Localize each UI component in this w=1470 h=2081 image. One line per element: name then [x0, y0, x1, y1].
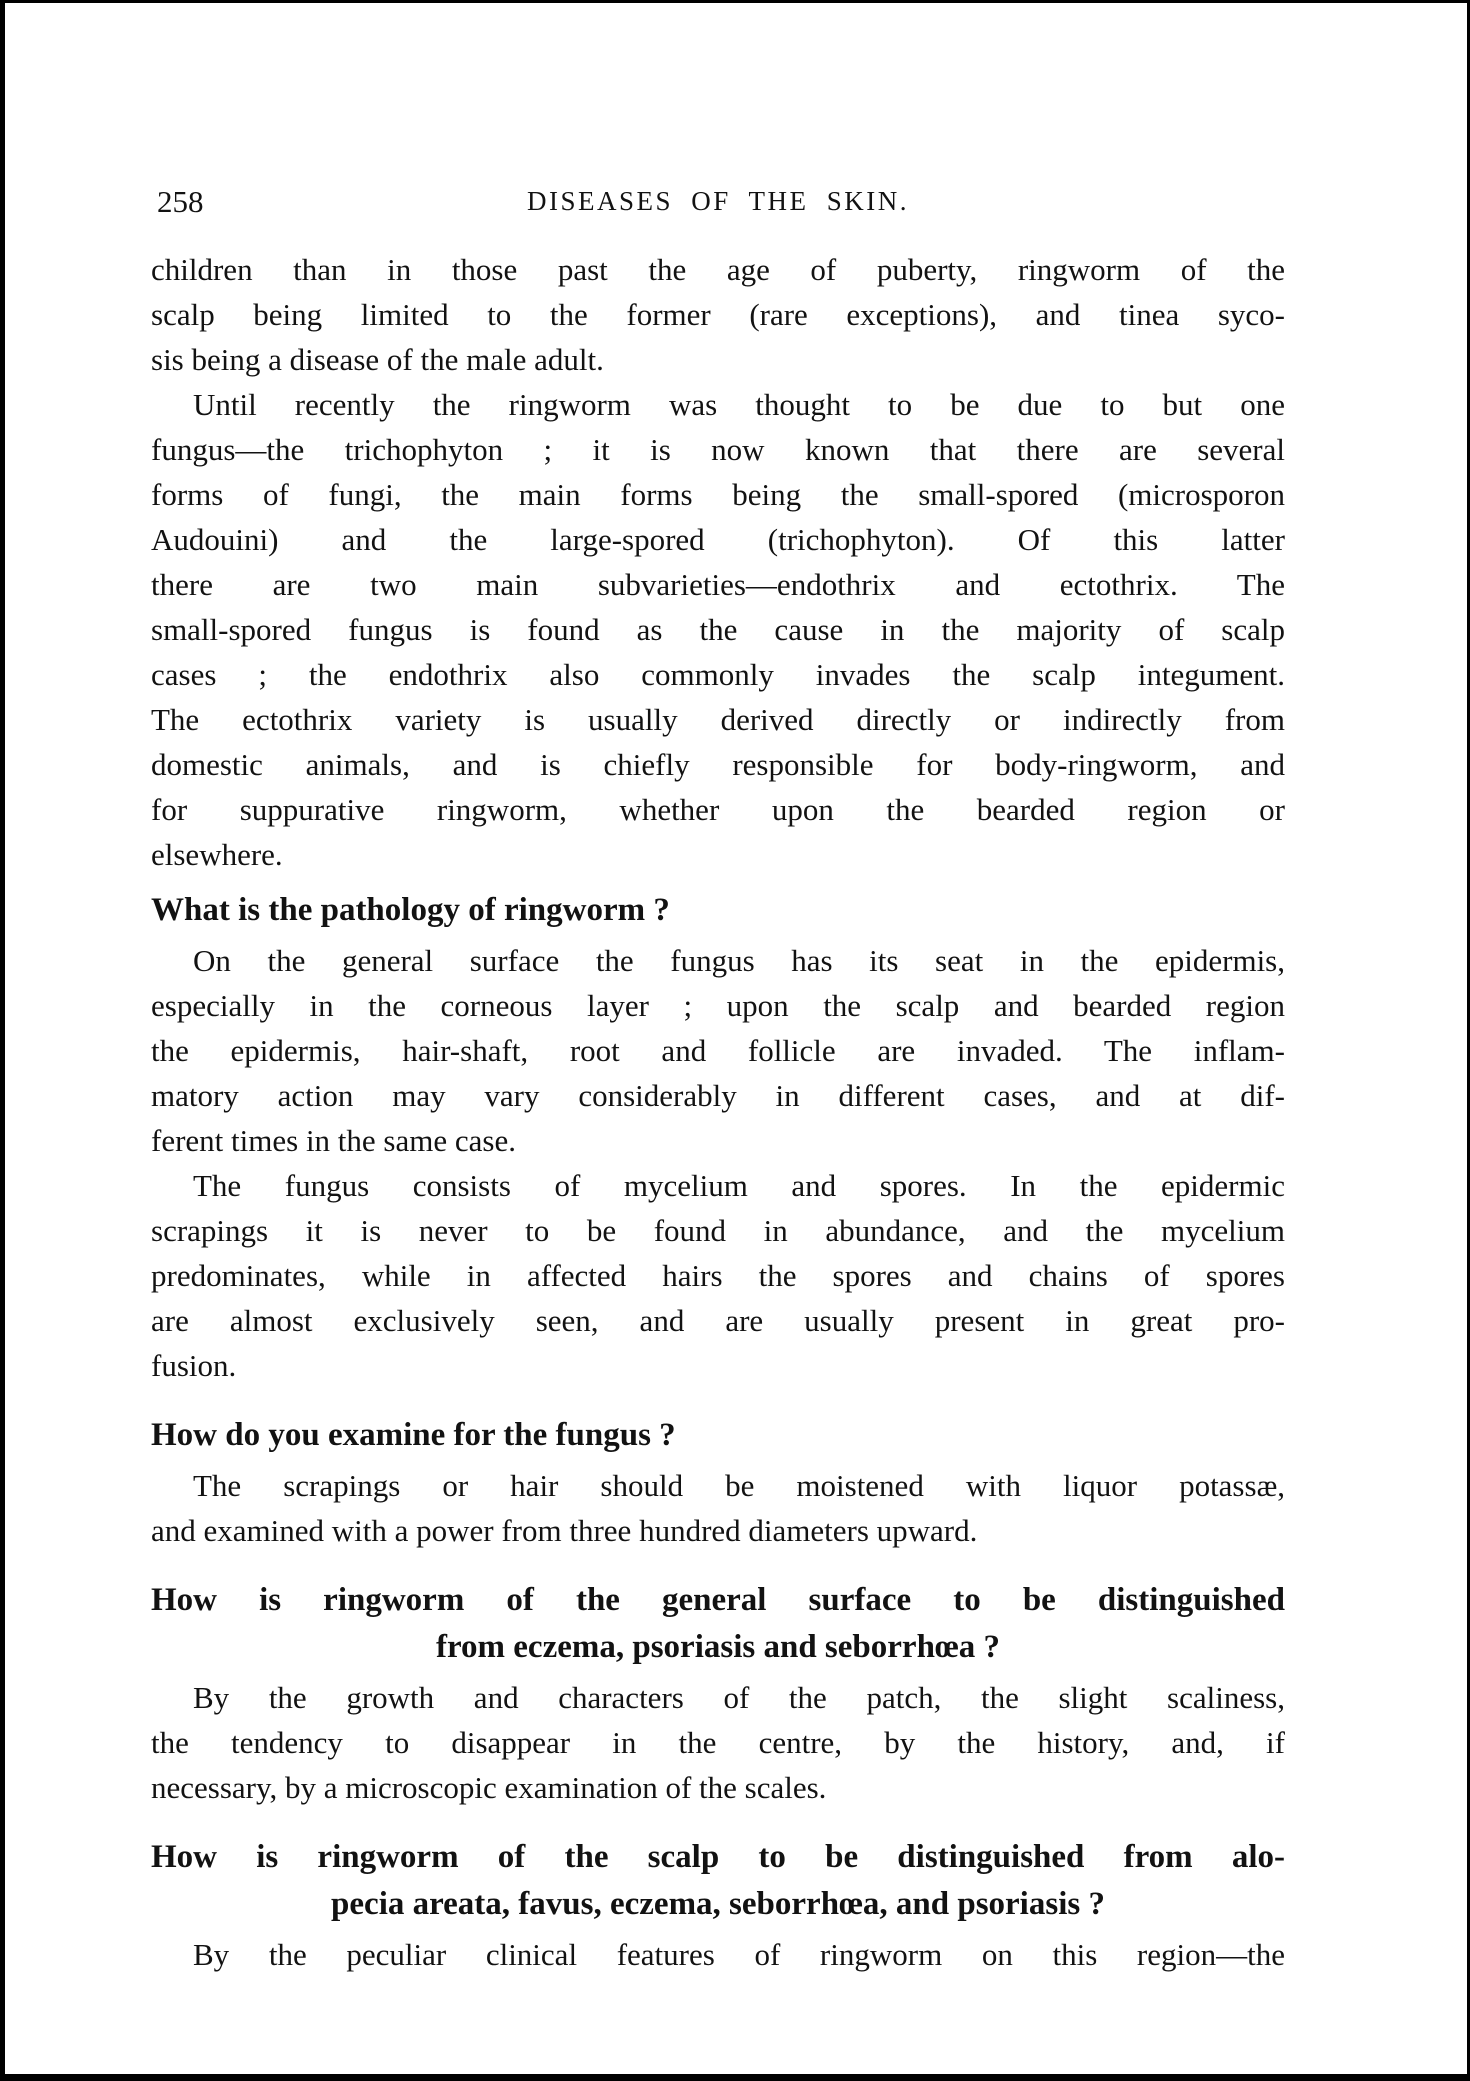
question-heading	[151, 1412, 1285, 1459]
running-title: DISEASES OF THE SKIN.	[526, 186, 910, 216]
text-line: scalp being limited to the former (rare exceptions), and tinea syco-	[151, 297, 1285, 332]
text-line: predominates, while in affected hairs the spores and chains of spores	[151, 1258, 1285, 1293]
text-line: By the growth and characters of the patch, the slight scaliness,	[193, 1680, 1285, 1715]
text-line: The fungus consists of mycelium and spores. In the epidermic	[193, 1168, 1285, 1203]
text-line: the epidermis, hair-shaft, root and follicle are invaded. The inflam-	[151, 1033, 1285, 1068]
text-line: The ectothrix variety is usually derived directly or indirectly from	[151, 702, 1285, 737]
text-line: On the general surface the fungus has its seat in the epidermis,	[193, 943, 1285, 978]
text-line: cases ; the endothrix also commonly invades the scalp integument.	[151, 657, 1285, 692]
paragraph	[151, 938, 1285, 1163]
question-heading	[151, 1577, 1285, 1671]
text-line: The scrapings or hair should be moistened with liquor potassæ,	[193, 1468, 1285, 1503]
text-line: fungus—the trichophyton ; it is now known that there are several	[151, 432, 1285, 467]
text-line: Audouini) and the large-spored (trichophyton). Of this latter	[151, 522, 1285, 557]
heading-line: from eczema, psoriasis and seborrhœa ?	[436, 1629, 1000, 1665]
text-line: children than in those past the age of puberty, ringworm of the	[151, 252, 1285, 287]
paragraph	[151, 1675, 1285, 1810]
paragraph	[151, 382, 1285, 877]
text-line: the tendency to disappear in the centre, by the history, and, if	[151, 1725, 1285, 1760]
text-line: are almost exclusively seen, and are usually present in great pro-	[151, 1303, 1285, 1338]
text-line: and examined with a power from three hundred diameters upward.	[151, 1513, 978, 1548]
text-line: matory action may vary considerably in different cases, and at dif-	[151, 1078, 1285, 1113]
heading-line: What is the pathology of ringworm ?	[151, 892, 670, 928]
text-line: fusion.	[151, 1348, 237, 1383]
text-line: there are two main subvarieties—endothrix and ectothrix. The	[151, 567, 1285, 602]
text-line: forms of fungi, the main forms being the small-spored (microsporon	[151, 477, 1285, 512]
heading-line: pecia areata, favus, eczema, seborrhœa, and psoriasis ?	[331, 1886, 1105, 1922]
paragraph	[151, 247, 1285, 382]
paragraph	[151, 1463, 1285, 1553]
text-line: necessary, by a microscopic examination of the scales.	[151, 1770, 827, 1805]
text-line: ferent times in the same case.	[151, 1123, 516, 1158]
text-line: Until recently the ringworm was thought to be due to but one	[193, 387, 1285, 422]
question-heading	[151, 887, 1285, 934]
text-line: elsewhere.	[151, 837, 283, 872]
paragraph	[151, 1932, 1285, 1977]
text-line: especially in the corneous layer ; upon the scalp and bearded region	[151, 988, 1285, 1023]
text-line: small-spored fungus is found as the cause in the majority of scalp	[151, 612, 1285, 647]
page-number: 258	[157, 184, 204, 219]
heading-line: How is ringworm of the general surface to be distinguished	[151, 1582, 1285, 1618]
text-line: By the peculiar clinical features of ringworm on this region—the	[193, 1937, 1285, 1972]
heading-line: How do you examine for the fungus ?	[151, 1417, 676, 1453]
text-line: domestic animals, and is chiefly responsible for body-ringworm, and	[151, 747, 1285, 782]
page-header	[151, 181, 1285, 225]
text-line: sis being a disease of the male adult.	[151, 342, 604, 377]
heading-line: How is ringworm of the scalp to be distinguished from alo-	[151, 1839, 1285, 1875]
question-heading	[151, 1834, 1285, 1928]
paragraph	[151, 1163, 1285, 1388]
text-line: scrapings it is never to be found in abundance, and the mycelium	[151, 1213, 1285, 1248]
text-line: for suppurative ringworm, whether upon the bearded region or	[151, 792, 1285, 827]
